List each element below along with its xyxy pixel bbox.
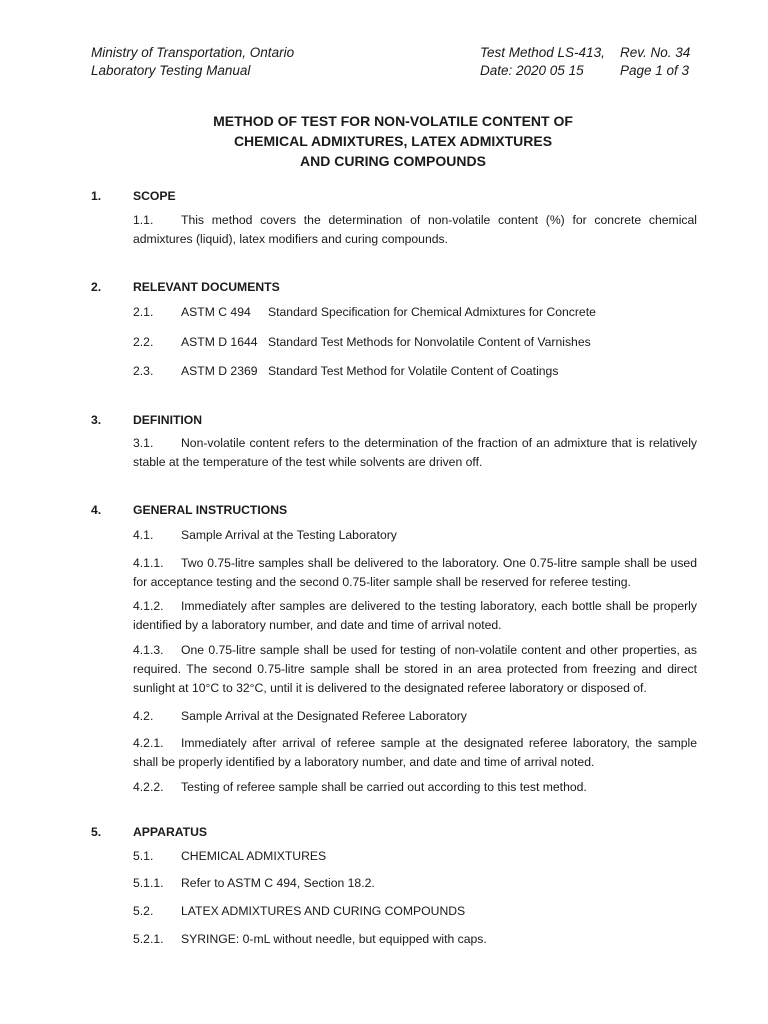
section-heading: SCOPE <box>133 189 176 203</box>
doc-number: 2.3. <box>133 364 154 378</box>
section-number: 3. <box>91 413 102 427</box>
section-number: 4. <box>91 503 102 517</box>
paragraph <box>133 734 697 772</box>
paragraph-text: Non-volatile content refers to the determination of the fraction of an admixture that is relatively stable at the temperature of the test while solvents are driven off. <box>133 436 697 469</box>
subsection-heading: Sample Arrival at the Designated Referee Laboratory <box>181 709 467 723</box>
paragraph <box>133 641 697 698</box>
section-number: 2. <box>91 280 102 294</box>
test-method-id: Test Method LS-413, <box>480 45 605 60</box>
section-heading: GENERAL INSTRUCTIONS <box>133 503 288 517</box>
paragraph <box>133 597 697 635</box>
doc-title: Standard Test Methods for Nonvolatile Content of Varnishes <box>268 335 591 349</box>
subsection-number: 5.1. <box>133 849 154 863</box>
paragraph-number: 5.2.1. <box>133 932 164 946</box>
paragraph-text: Two 0.75-litre samples shall be delivered to the laboratory. One 0.75-litre sample shall be used for acceptance testing and the second 0.75-liter sample shall be reserved for referee testing. <box>133 556 697 589</box>
paragraph-number: 4.1.2. <box>133 599 164 613</box>
paragraph <box>133 554 697 592</box>
title-line-1: METHOD OF TEST FOR NON-VOLATILE CONTENT OF <box>213 113 573 129</box>
doc-title: Standard Test Method for Volatile Content of Coatings <box>268 364 559 378</box>
paragraph-text: One 0.75-litre sample shall be used for testing of non-volatile content and other properties, as required. The second 0.75-litre sample shall be stored in an area protected from freezing and direct sunlight at 10°C to 32°C, until it is delivered to the designated referee laboratory or disposed of. <box>133 643 697 695</box>
subsection-heading: Sample Arrival at the Testing Laboratory <box>181 528 397 542</box>
doc-code: ASTM D 2369 <box>181 364 258 378</box>
doc-title: Standard Specification for Chemical Admixtures for Concrete <box>268 305 596 319</box>
doc-code: ASTM C 494 <box>181 305 251 319</box>
section-heading: RELEVANT DOCUMENTS <box>133 280 280 294</box>
page-header-left <box>91 44 294 80</box>
subsection-number: 5.2. <box>133 904 154 918</box>
document-title <box>0 111 768 171</box>
paragraph-text: Refer to ASTM C 494, Section 18.2. <box>181 876 375 890</box>
paragraph-number: 1.1. <box>133 213 154 227</box>
section-number: 1. <box>91 189 102 203</box>
section-number: 5. <box>91 825 102 839</box>
paragraph-text: Immediately after arrival of referee sample at the designated referee laboratory, the sample shall be properly identified by a laboratory number, and date and time of arrival noted. <box>133 736 697 769</box>
title-line-3: AND CURING COMPOUNDS <box>300 153 486 169</box>
doc-number: 2.2. <box>133 335 154 349</box>
section-heading: APPARATUS <box>133 825 208 839</box>
paragraph <box>133 211 697 249</box>
manual-name: Laboratory Testing Manual <box>91 63 251 78</box>
paragraph-number: 4.1.1. <box>133 556 164 570</box>
paragraph-number: 3.1. <box>133 436 154 450</box>
paragraph-number: 4.2.1. <box>133 736 164 750</box>
subsection-number: 4.1. <box>133 528 154 542</box>
revision-date: Date: 2020 05 15 <box>480 63 584 78</box>
subsection-heading: LATEX ADMIXTURES AND CURING COMPOUNDS <box>181 904 466 918</box>
section-heading: DEFINITION <box>133 413 203 427</box>
paragraph-text: This method covers the determination of non-volatile content (%) for concrete chemical admixtures (liquid), latex modifiers and curing compounds. <box>133 213 697 246</box>
subsection-heading: CHEMICAL ADMIXTURES <box>181 849 327 863</box>
paragraph-number: 5.1.1. <box>133 876 164 890</box>
paragraph-text: Immediately after samples are delivered to the testing laboratory, each bottle shall be properly identified by a laboratory number, and date and time of arrival noted. <box>133 599 697 632</box>
paragraph-text: SYRINGE: 0-mL without needle, but equipped with caps. <box>181 932 487 946</box>
subsection-number: 4.2. <box>133 709 154 723</box>
page-header-right <box>480 44 690 80</box>
revision-number: Rev. No. 34 <box>620 45 691 60</box>
title-line-2: CHEMICAL ADMIXTURES, LATEX ADMIXTURES <box>233 133 553 149</box>
paragraph-number: 4.2.2. <box>133 780 164 794</box>
doc-number: 2.1. <box>133 305 154 319</box>
paragraph-number: 4.1.3. <box>133 643 164 657</box>
paragraph <box>133 434 697 472</box>
doc-code: ASTM D 1644 <box>181 335 258 349</box>
paragraph-text: Testing of referee sample shall be carried out according to this test method. <box>181 780 587 794</box>
page-number: Page 1 of 3 <box>620 63 690 78</box>
ministry-name: Ministry of Transportation, Ontario <box>91 45 295 60</box>
